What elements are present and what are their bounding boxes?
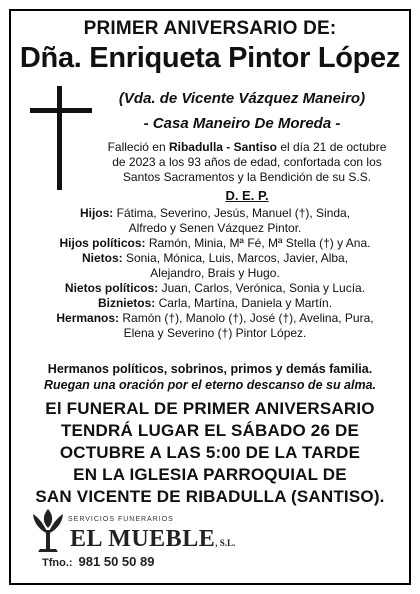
dep-label: D. E. P.	[225, 188, 269, 203]
funeral-line-4: EN LA IGLESIA PARROQUIAL DE	[73, 465, 347, 484]
deceased-name: Dña. Enriqueta Pintor López	[19, 42, 401, 74]
family-names: Carla, Martína, Daniela y Martín.	[158, 296, 333, 310]
family-label: Hermanos:	[56, 311, 120, 325]
family-row-hermanos-cont: Elena y Severino (†) Pintor López.	[123, 326, 307, 340]
family-names: Juan, Carlos, Verónica, Sonia y Lucía.	[161, 281, 366, 295]
family-row-biznietos	[28, 296, 402, 311]
family-row-hijos-cont: Alfredo y Senen Vázquez Pintor.	[128, 221, 302, 235]
family-row-hijos	[28, 206, 402, 221]
family-row-nietos-politicos	[28, 281, 402, 296]
family-list	[28, 206, 402, 341]
widow-of: (Vda. de Vicente Vázquez Maneiro)	[118, 90, 366, 107]
funeral-home-logo	[24, 508, 234, 588]
funeral-line-1: El FUNERAL DE PRIMER ANIVERSARIO	[45, 399, 375, 418]
cross-icon	[30, 86, 92, 190]
logo-brand: EL MUEBLE, S.L.	[70, 526, 236, 552]
family-names: Sonia, Mónica, Luis, Marcos, Javier, Alba,	[125, 251, 349, 265]
phone-number: 981 50 50 89	[78, 554, 155, 569]
family-row-hijos-politicos	[28, 236, 402, 251]
closing-relatives: Hermanos políticos, sobrinos, primos y demás familia.	[47, 362, 373, 376]
funeral-line-2: TENDRÁ LUGAR EL SÁBADO 26 DE	[60, 421, 360, 440]
logo-tagline: SERVICIOS FUNERARIOS	[68, 516, 174, 523]
closing-prayer: Ruegan una oración por el eterno descanso de su alma.	[43, 378, 377, 392]
family-label: Nietos políticos:	[64, 281, 159, 295]
house-name: - Casa Maneiro De Moreda -	[143, 115, 341, 132]
family-row-hermanos	[28, 311, 402, 326]
obituary-line-1: Falleció en Ribadulla - Santiso el día 21 de octubre	[107, 140, 387, 154]
funeral-line-3: OCTUBRE A LAS 5:00 DE LA TARDE	[59, 443, 361, 462]
obituary-line-2: de 2023 a los 93 años de edad, confortada con los	[112, 155, 382, 169]
family-label: Hijos políticos:	[59, 236, 146, 250]
family-label: Hijos:	[79, 206, 114, 220]
family-names: Fátima, Severino, Jesús, Manuel (†), Sinda,	[116, 206, 351, 220]
family-label: Biznietos:	[97, 296, 156, 310]
obituary-text	[96, 140, 398, 185]
funeral-line-5: SAN VICENTE DE RIBADULLA (SANTISO).	[35, 487, 385, 506]
funeral-announcement	[0, 398, 420, 508]
tree-icon	[30, 508, 66, 554]
obituary-line-3: Santos Sacramentos y la Bendición de su S.S.	[122, 170, 372, 184]
family-row-nietos	[28, 251, 402, 266]
notice-heading: PRIMER ANIVERSARIO DE:	[83, 18, 337, 39]
logo-phone: Tfno.: 981 50 50 89	[42, 554, 155, 569]
family-names: Ramón (†), Manolo (†), José (†), Avelina, Pura,	[122, 311, 374, 325]
obituary-place: Ribadulla - Santiso	[168, 140, 277, 154]
family-names: Ramón, Minia, Mª Fé, Mª Stella (†) y Ana.	[148, 236, 371, 250]
family-label: Nietos:	[81, 251, 123, 265]
family-row-nietos-cont: Alejandro, Brais y Hugo.	[150, 266, 280, 280]
